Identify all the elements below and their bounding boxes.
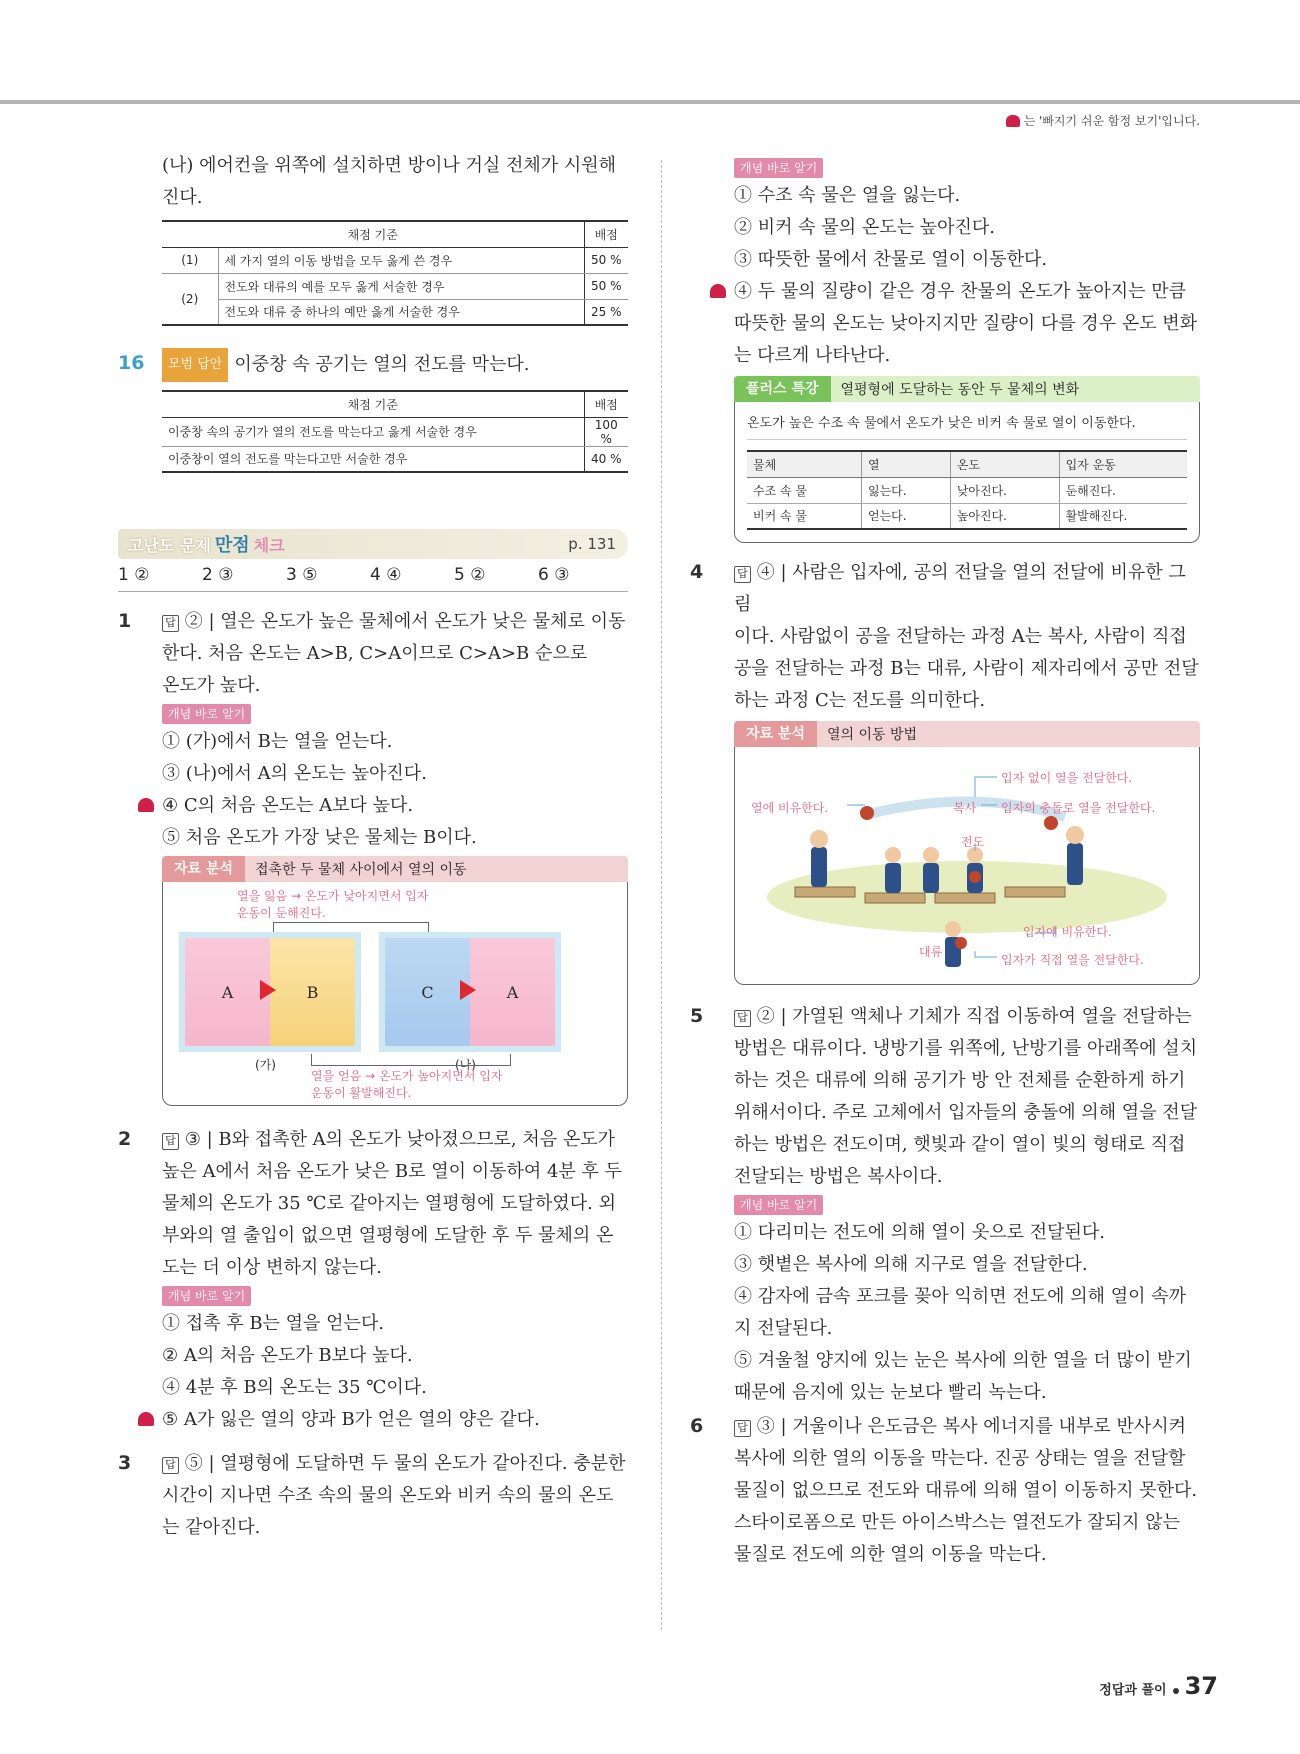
q4 (690, 557, 1200, 717)
arrow-right-icon (460, 980, 476, 1000)
cell: 활발해진다. (1059, 503, 1187, 529)
figure-label: 자료 분석 (734, 721, 817, 747)
figure-heat-transfer-contact (162, 856, 628, 1106)
text-line: ② | 가열된 액체나 기체가 직접 이동하여 열을 전달하는 (756, 1006, 1192, 1027)
question-number: 6 (690, 1415, 704, 1437)
row-text: 전도와 대류 중 하나의 예만 옳게 서술한 경우 (218, 299, 584, 325)
note-line: 운동이 둔해진다. (237, 906, 326, 920)
score-table-15 (162, 220, 628, 326)
plus-lecture-box (734, 376, 1200, 543)
block-c: C (385, 938, 470, 1046)
band-title-2: 만점 (214, 535, 250, 556)
row-no: (2) (162, 273, 218, 325)
trap-legend-text: 는 '빠지기 쉬운 함정 보기'입니다. (1023, 114, 1200, 128)
q1 (118, 606, 628, 854)
option-line: ② 비커 속 물의 온도는 높아진다. (734, 217, 995, 238)
option-line: ⑤ 처음 온도가 가장 낮은 물체는 B이다. (162, 827, 477, 848)
text-line: ③ | 거울이나 은도금은 복사 에너지를 내부로 반사시켜 (756, 1416, 1186, 1437)
right-column (690, 156, 1200, 1571)
text-line: 부와의 열 출입이 없으면 열평형에 도달한 후 두 물체의 온 (162, 1225, 614, 1246)
text-line: 스타이로폼으로 만든 아이스박스는 열전도가 잘되지 않는 (734, 1512, 1180, 1533)
th-score: 배점 (584, 391, 628, 417)
top-rule (0, 100, 1300, 104)
concept-tag: 개념 바로 알기 (734, 1195, 823, 1215)
plus-intro: 온도가 높은 수조 속 물에서 온도가 낮은 비커 속 물로 열이 이동한다. (747, 412, 1187, 440)
option-line: ④ 감자에 금속 포크를 꽂아 익히면 전도에 의해 열이 속까 (734, 1286, 1187, 1307)
plus-table (747, 450, 1187, 530)
text-line: 하는 과정 C는 전도를 의미한다. (734, 690, 986, 711)
answer-icon: 답 (162, 1133, 179, 1150)
figure-header (162, 856, 628, 882)
block-b: B (270, 938, 355, 1046)
text-line: 온도가 높다. (162, 675, 261, 696)
option-line: 지 전달된다. (734, 1318, 833, 1339)
trap-icon (138, 1412, 154, 1426)
arrow-right-icon (260, 980, 276, 1000)
question-number: 16 (118, 352, 145, 374)
row-text: 이중창이 열의 전도를 막는다고만 서술한 경우 (162, 446, 584, 472)
option-line: ③ 햇볕은 복사에 의해 지구로 열을 전달한다. (734, 1254, 1088, 1275)
option-line: ① 다리미는 전도에 의해 열이 옷으로 전달된다. (734, 1222, 1106, 1243)
text-line: 는 같아진다. (162, 1517, 261, 1538)
caption-na: (나) (455, 1058, 476, 1072)
row-no: (1) (162, 247, 218, 273)
question-number: 2 (118, 1128, 132, 1150)
figure-title: 열의 이동 방법 (826, 727, 918, 743)
page-number: 37 (1184, 1672, 1218, 1700)
question-number: 3 (118, 1452, 132, 1474)
text-line: (나) 에어컨을 위쪽에 설치하면 방이나 거실 전체가 시원해 (162, 155, 617, 176)
text-line: 는 다르게 나타난다. (734, 345, 891, 366)
text-line: 시간이 지나면 수조 속의 물의 온도와 비커 속의 물의 온도 (162, 1485, 614, 1506)
caption-ga: (가) (255, 1058, 276, 1072)
figure-body (162, 882, 628, 1106)
question-number: 5 (690, 1005, 704, 1027)
band-title-3: 체크 (253, 535, 285, 555)
note-line: 열을 잃음 → 온도가 낮아지면서 입자 (237, 889, 429, 903)
cell: 수조 속 물 (747, 477, 861, 503)
plus-header (734, 376, 1200, 402)
option-line: ③ (나)에서 A의 온도는 높아진다. (162, 763, 427, 784)
cell: 낮아진다. (950, 477, 1059, 503)
text-line: 복사에 의한 열의 이동을 막는다. 진공 상태는 열을 전달할 (734, 1448, 1186, 1469)
bottom-note (311, 1068, 502, 1102)
answer-icon: 답 (162, 1457, 179, 1474)
question-number: 4 (690, 561, 704, 583)
text-line: 위해서이다. 주로 고체에서 입자들의 충돌에 의해 열을 전달 (734, 1102, 1198, 1123)
q3-continued (690, 156, 1200, 372)
fig2-label-conduction-desc: 입자의 충돌로 열을 전달한다. (1001, 801, 1156, 815)
th-criteria: 채점 기준 (162, 221, 584, 247)
fig2-label-conduction: 전도 (961, 835, 985, 849)
option-line: ① 수조 속 물은 열을 잃는다. (734, 185, 961, 206)
text-line: ② | 열은 온도가 높은 물체에서 온도가 낮은 물체로 이동 (184, 611, 626, 632)
row-text: 전도와 대류의 예를 모두 옳게 서술한 경우 (218, 273, 584, 299)
row-score: 50 % (584, 273, 628, 299)
check-band (118, 529, 628, 559)
option-line: ① 접촉 후 B는 열을 얻는다. (162, 1313, 385, 1334)
text-line: 물질이 없으므로 전도와 대류에 의해 열이 이동하지 못한다. (734, 1480, 1198, 1501)
trap-icon (710, 284, 726, 298)
text-line: 공을 전달하는 과정 B는 대류, 사람이 제자리에서 공만 전달 (734, 658, 1199, 679)
answer-icon: 답 (734, 566, 751, 583)
answer-item: 6 ③ (538, 565, 570, 585)
row-score: 40 % (584, 446, 628, 472)
trap-icon (138, 798, 154, 812)
th: 열 (861, 451, 950, 477)
text-line: 전달되는 방법은 복사이다. (734, 1166, 943, 1187)
block-a2: A (470, 938, 555, 1046)
q15-tail (118, 150, 628, 214)
option-line: ④ 두 물의 질량이 같은 경우 찬물의 온도가 높아지는 만큼 (734, 281, 1187, 302)
q6 (690, 1411, 1200, 1571)
fig2-label-heat: 열에 비유한다. (751, 801, 829, 815)
answer-icon: 답 (734, 1420, 751, 1437)
text-line: ③ | B와 접촉한 A의 온도가 낮아졌으므로, 처음 온도가 (184, 1129, 616, 1150)
band-title-1: 고난도 문제 (128, 535, 211, 555)
option-line: ② A의 처음 온도가 B보다 높다. (162, 1345, 413, 1366)
block-a: A (185, 938, 270, 1046)
th-score: 배점 (584, 221, 628, 247)
text-line: 물체의 온도가 35 ℃로 같아지는 열평형에 도달하였다. 외 (162, 1193, 616, 1214)
text-line: 하는 것은 대류에 의해 공기가 방 안 전체를 순환하게 하기 (734, 1070, 1186, 1091)
model-answer-tag: 모범 답안 (162, 348, 228, 382)
fig2-label-convection-desc: 입자가 직접 열을 전달한다. (1001, 953, 1144, 967)
answer-icon: 답 (734, 1010, 751, 1027)
figure-header (734, 721, 1200, 747)
column-divider (661, 160, 662, 1630)
text-line: 도는 더 이상 변하지 않는다. (162, 1257, 382, 1278)
text-line: 물질로 전도에 의한 열의 이동을 막는다. (734, 1544, 1047, 1565)
band-page-ref: p. 131 (568, 535, 616, 553)
plus-body (734, 402, 1200, 543)
bracket-bottom (311, 1054, 511, 1066)
figure-title: 접촉한 두 물체 사이에서 열의 이동 (254, 862, 467, 878)
row-text: 이중창 속의 공기가 열의 전도를 막는다고 옳게 서술한 경우 (162, 417, 584, 446)
th-criteria: 채점 기준 (162, 391, 584, 417)
fig2-label-particle: 입자에 비유한다. (1023, 925, 1112, 939)
q3 (118, 1448, 628, 1544)
plus-label: 플러스 특강 (734, 376, 831, 402)
row-score: 100 % (584, 417, 628, 446)
option-line: ⑤ 겨울철 양지에 있는 눈은 복사에 의한 열을 더 많이 받기 (734, 1350, 1192, 1371)
fig2-label-convection: 대류 (919, 945, 943, 959)
note-line: 열을 얻음 → 온도가 높아지면서 입자 (311, 1069, 503, 1083)
page-footer (1099, 1672, 1218, 1700)
answer-item: 4 ④ (370, 565, 402, 585)
text-line: 이다. 사람없이 공을 전달하는 과정 A는 복사, 사람이 직접 (734, 626, 1187, 647)
cell: 비커 속 물 (753, 509, 807, 524)
concept-tag: 개념 바로 알기 (162, 704, 251, 724)
row-text: 세 가지 열의 이동 방법을 모두 옳게 쓴 경우 (218, 247, 584, 273)
text-line: 높은 A에서 처음 온도가 낮은 B로 열이 이동하여 4분 후 두 (162, 1161, 623, 1182)
option-line: ① (가)에서 B는 열을 얻는다. (162, 731, 393, 752)
answer-item: 3 ⑤ (286, 565, 318, 585)
text-line: 한다. 처음 온도는 A>B, C>A이므로 C>A>B 순으로 (162, 643, 588, 664)
cell: 얻는다. (861, 503, 950, 529)
answer-list (118, 559, 628, 592)
figure-body (734, 747, 1200, 985)
top-note (237, 888, 428, 922)
footer-label: 정답과 풀이 (1099, 1683, 1167, 1698)
left-column (118, 150, 628, 1544)
option-line: ④ C의 처음 온도는 A보다 높다. (162, 795, 414, 816)
text-line: 방법은 대류이다. 냉방기를 위쪽에, 난방기를 아래쪽에 설치 (734, 1038, 1198, 1059)
th: 물체 (747, 451, 861, 477)
answer-icon: 답 (162, 615, 179, 632)
q5 (690, 1001, 1200, 1409)
option-line: 때문에 음지에 있는 눈보다 빨리 녹는다. (734, 1382, 1047, 1403)
row-score: 50 % (584, 247, 628, 273)
row-score: 25 % (584, 299, 628, 325)
q16 (118, 348, 628, 382)
q2 (118, 1124, 628, 1436)
concept-tag: 개념 바로 알기 (162, 1286, 251, 1306)
note-line: 운동이 활발해진다. (311, 1086, 412, 1100)
cell: 높아진다. (950, 503, 1059, 529)
option-line: ④ 4분 후 B의 온도는 35 ℃이다. (162, 1377, 427, 1398)
fig2-label-radiation-desc: 입자 없이 열을 전달한다. (1001, 771, 1133, 785)
text-line: ④ | 사람은 입자에, 공의 전달을 열의 전달에 비유한 그림 (734, 562, 1186, 615)
th: 입자 운동 (1059, 451, 1187, 477)
text-line: 따뜻한 물의 온도는 낮아지지만 질량이 다를 경우 온도 변화 (734, 313, 1198, 334)
text-line: 하는 방법은 전도이며, 햇빛과 같이 열이 빛의 형태로 직접 (734, 1134, 1186, 1155)
answer-item: 5 ② (454, 565, 486, 585)
answer-item: 1 ② (118, 565, 150, 585)
fig2-label-radiation: 복사 (953, 801, 977, 815)
question-number: 1 (118, 610, 132, 632)
trap-legend (1006, 112, 1200, 129)
concept-tag: 개념 바로 알기 (734, 158, 823, 178)
answer-item: 2 ③ (202, 565, 234, 585)
figure-heat-transfer-methods (734, 721, 1200, 985)
th: 온도 (950, 451, 1059, 477)
bullet-icon (1173, 1688, 1179, 1694)
figure-label: 자료 분석 (162, 856, 245, 882)
text-line: ⑤ | 열평형에 도달하면 두 물의 온도가 같아진다. 충분한 (184, 1453, 626, 1474)
plus-title: 열평형에 도달하는 동안 두 물체의 변화 (840, 382, 1080, 398)
option-line: ③ 따뜻한 물에서 찬물로 열이 이동한다. (734, 249, 1048, 270)
trap-icon (1006, 115, 1020, 127)
score-table-16 (162, 390, 628, 473)
option-line: ⑤ A가 잃은 열의 양과 B가 얻은 열의 양은 같다. (162, 1409, 540, 1430)
q16-text: 이중창 속 공기는 열의 전도를 막는다. (234, 354, 530, 375)
text-line: 진다. (162, 187, 203, 208)
cell: 잃는다. (861, 477, 950, 503)
cell: 둔해진다. (1059, 477, 1187, 503)
